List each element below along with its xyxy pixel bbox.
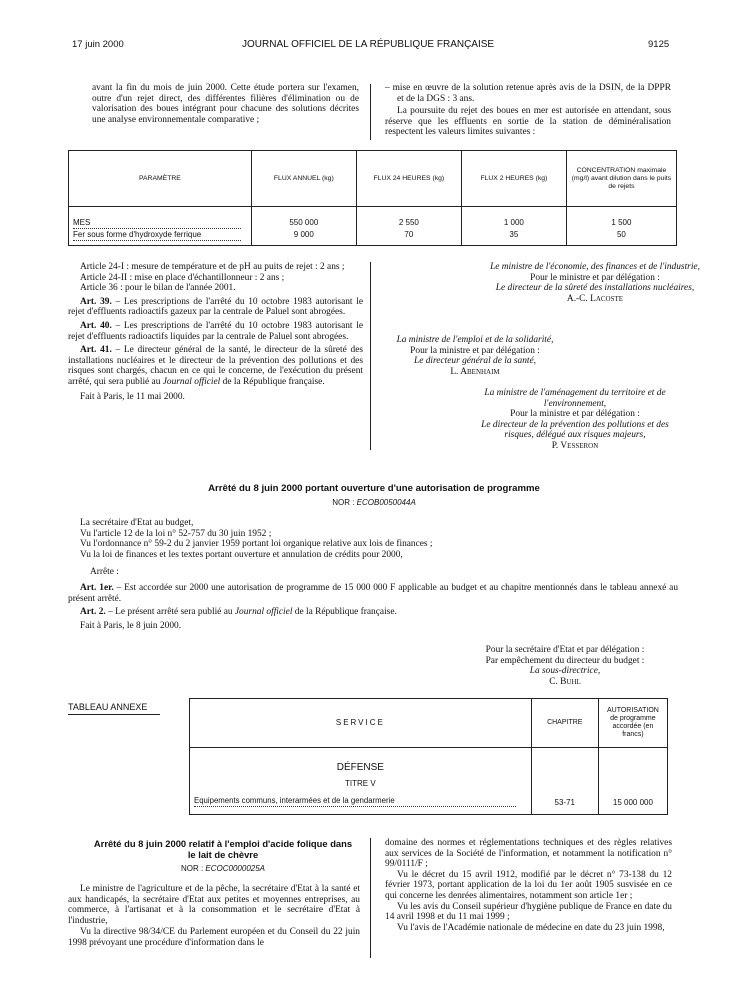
chapter-cell: 53-71 <box>531 748 598 815</box>
signature-block-economie <box>490 262 700 304</box>
delegation-line: Par empêchement du directeur du budget : <box>485 655 645 666</box>
visa: Vu l'avis de l'Académie nationale de médecine en date du 23 juin 1998, <box>397 922 665 933</box>
visa: Vu les avis du Conseil supérieur d'hygiène publique de France en date du 14 avril 1998 et du 11 mai 1999 ; <box>385 901 672 923</box>
header-title: JOURNAL OFFICIEL DE LA RÉPUBLIQUE FRANÇAISE <box>242 39 495 50</box>
value-cell: 9 000 <box>251 229 356 246</box>
signatory-name: P. Vesseron <box>551 440 599 451</box>
signatory-name: L. Abenhaim <box>450 366 500 377</box>
annex-table-label: TABLEAU ANNEXE <box>68 702 160 715</box>
top-right-column <box>385 83 671 138</box>
arrete-title: Arrêté du 8 juin 2000 portant ouverture d'une autorisation de programme <box>208 483 540 494</box>
limit-values-table <box>68 150 677 246</box>
article-label: Art. 41. <box>80 345 112 356</box>
signatory-name: C. Buhl <box>549 676 581 687</box>
annex-header-row <box>190 699 668 748</box>
table-row <box>69 207 677 230</box>
value-cell: 1 500 <box>566 207 676 230</box>
arrete-body <box>68 518 678 631</box>
value-cell: 2 550 <box>356 207 461 230</box>
signature-block-budget <box>460 645 670 687</box>
arrete2-right-column <box>385 838 672 933</box>
article-label: Art. 39. <box>80 296 112 307</box>
articles-column <box>68 262 363 402</box>
delegation-line: Pour la ministre et par délégation : <box>410 345 540 356</box>
article-label: Art. 40. <box>80 320 112 331</box>
header-cell: PARAMÈTRE <box>69 151 252 207</box>
visa: Vu l'article 12 de la loi n° 52-757 du 30 juin 1952 ; <box>80 528 272 539</box>
signatory-title: La ministre de l'emploi et de la solidarité, <box>396 335 554 345</box>
article-36: Article 36 : pour le bilan de l'année 2001. <box>80 283 236 294</box>
value-cell: 35 <box>461 229 566 246</box>
ministry-name: DÉFENSE <box>336 762 384 773</box>
article-39: Art. 39. – Les prescriptions de l'arrêté du 10 octobre 1983 autorisant le rejet d'effluents radioactifs gazeux par la centrale de Paluel sont abrogées. <box>68 296 363 318</box>
arrete-title: Arrêté du 8 juin 2000 relatif à l'emploi d'acide folique dans le lait de chèvre <box>93 838 353 860</box>
signature-block-emploi <box>370 335 580 377</box>
visa: Vu la directive 98/34/CE du Parlement européen et du Conseil du 22 juin 1998 prévoyant une procédure d'information dans le <box>68 927 360 948</box>
article-2: Art. 2. – Le présent arrêté sera publié au Journal officiel de la République française. <box>80 607 397 618</box>
nor-reference: NOR : ECOB0050044A <box>332 498 416 507</box>
header-cell: CHAPITRE <box>531 699 598 748</box>
visa: Vu le décret du 15 avril 1912, modifié par le décret n° 73-138 du 12 février 1973, portant application de la loi du 1er août 1905 susvisée en ce qui concerne les denrées alimentaires, notamment son article 1er ; <box>385 869 672 901</box>
value-cell: 550 000 <box>251 207 356 230</box>
signatory-role: La sous-directrice, <box>529 666 601 677</box>
value-cell: 1 000 <box>461 207 566 230</box>
header-cell: FLUX 24 HEURES (kg) <box>356 151 461 207</box>
fait-a-paris: Fait à Paris, le 11 mai 2000. <box>80 391 185 402</box>
article-41: Art. 41. – Le directeur général de la santé, le directeur de la sûreté des installations nucléaires et le directeur de la prévention des pollutions et des risques sont chargés, chacun en ce qui le concerne, de l'exécution du présent arrêté, qui sera publié au Journal officiel de la République française. <box>68 345 364 387</box>
column-divider <box>370 84 371 140</box>
fait-a-paris: Fait à Paris, le 8 juin 2000. <box>80 620 182 631</box>
header-cell: FLUX 2 HEURES (kg) <box>461 151 566 207</box>
article-1: Art. 1er. – Est accordée sur 2000 une autorisation de programme de 15 000 000 F applicable au budget et au chapitre mentionnés dans le tableau annexé au présent arrêté. <box>68 582 679 604</box>
article-24-i: Article 24-I : mesure de température et de pH au puits de rejet : 2 ans ; <box>80 262 345 272</box>
top-right-paragraph: La poursuite du rejet des boues en mer est autorisée en attendant, sous réserve que les effluents en sortie de la station de déminéralisation respectent les valeurs limites suivantes : <box>385 106 671 138</box>
signatory-title: Le ministre de l'économie, des finances et de l'industrie, <box>490 262 700 272</box>
signatory-role: Le directeur général de la santé, <box>413 356 537 367</box>
limit-values-header-row <box>69 151 677 207</box>
nor-reference: NOR : ECOC0000025A <box>180 864 266 873</box>
preamble: Le ministre de l'agriculture et de la pêche, la secrétaire d'Etat à la santé et aux handicapés, la secrétaire d'Etat aux petites et moyennes entreprises, au commerce, à l'artisanat et à la consommation et le secrétaire d'Etat à l'industrie, <box>68 884 360 926</box>
visa: Vu la loi de finances et les textes portant ouverture et annulation de crédits pour 2000, <box>80 549 403 560</box>
value-cell: 50 <box>566 229 676 246</box>
arrete2-left-column <box>68 884 360 949</box>
header-cell: CONCENTRATION maximale (mg/l) avant dilution dans le puits de rejets <box>566 151 676 207</box>
article-40: Art. 40. – Les prescriptions de l'arrêté du 10 octobre 1983 autorisant le rejet d'effluents radioactifs liquides par la centrale de Paluel sont abrogées. <box>68 320 363 342</box>
header-page-number: 9125 <box>648 39 670 50</box>
amount-cell: 15 000 000 <box>598 748 667 815</box>
article-24-ii: Article 24-II : mise en place d'échantillonneur : 2 ans ; <box>80 272 285 283</box>
top-right-bullet: – mise en œuvre de la solution retenue après avis de la DSIN, de la DPPR et de la DGS : 3 ans. <box>385 83 671 104</box>
visa-continuation: domaine des normes et réglementations techniques et des règles relatives aux services de la Société de l'information, et notamment la notification n° 99/0111/F ; <box>385 838 672 870</box>
signatory-role: Le directeur de la prévention des pollutions et des risques, délégué aux risques majeurs, <box>481 419 669 441</box>
table-row <box>190 748 668 815</box>
value-cell: 70 <box>356 229 461 246</box>
visa: La secrétaire d'Etat au budget, <box>80 518 194 528</box>
signatory-name: A.-C. Lacoste <box>566 293 624 304</box>
signatory-title: La ministre de l'aménagement du territoire et de l'environnement, <box>484 388 666 409</box>
signature-block-environnement <box>470 388 680 452</box>
delegation-line: Pour le ministre et par délégation : <box>530 272 660 283</box>
column-divider <box>370 838 371 958</box>
annex-table <box>189 698 668 815</box>
header-cell: SERVICE <box>190 699 532 748</box>
table-row <box>69 229 677 246</box>
visa: Vu l'ordonnance n° 59-2 du 2 janvier 1959 portant loi organique relative aux lois de finances ; <box>80 539 433 550</box>
budget-line: Equipements communs, interarmées et de la gendarmerie <box>194 796 516 807</box>
signatory-role: Le directeur de la sûreté des installations nucléaires, <box>495 283 695 294</box>
delegation-line: Pour la secrétaire d'Etat et par délégation : <box>485 645 645 655</box>
delegation-line: Pour la ministre et par délégation : <box>510 409 640 420</box>
header-cell: FLUX ANNUEL (kg) <box>251 151 356 207</box>
arrete-word: Arrête : <box>90 567 119 578</box>
titre-label: TITRE V <box>345 779 376 788</box>
param-cell: Fer sous forme d'hydroxyde ferrique <box>73 229 241 241</box>
header-date: 17 juin 2000 <box>72 39 124 50</box>
header-cell: AUTORISATION de programme accordée (en francs) <box>598 699 667 748</box>
top-left-paragraph: avant la fin du mois de juin 2000. Cette étude portera sur l'examen, outre d'un rejet direct, des différentes filières d'élimination ou de valorisation des boues intégrant pour chacune des solutions décrites une analyse environnementale comparative ; <box>92 83 359 125</box>
top-left-column <box>92 83 359 125</box>
param-cell: MES <box>73 217 241 229</box>
